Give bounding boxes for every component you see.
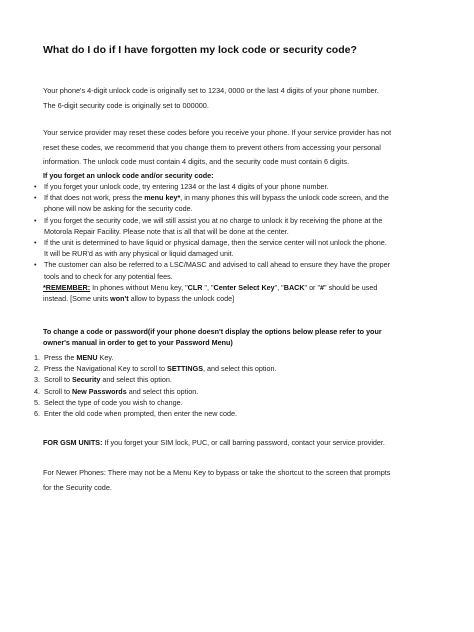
step-4-pre: Scroll to <box>44 386 72 396</box>
provider-line-3: information. The unlock code must contain 4 digits, and the security code must contain 6 digits. <box>43 157 350 166</box>
step-6-text: Enter the old code when prompted, then enter the new code. <box>44 409 237 419</box>
bullet-2-line-1 <box>44 192 464 203</box>
bullet-3-line-2: Motorola Repair Facility. Please note that is all that will be done at the center. <box>44 226 289 236</box>
list-item <box>34 363 277 374</box>
list-item <box>34 408 277 419</box>
change-heading-line-1: To change a code or password(if your phone doesn't display the options below please refer to your <box>43 327 382 336</box>
list-item <box>34 374 277 385</box>
intro-paragraph <box>43 84 443 113</box>
step-number: 1. <box>34 353 40 362</box>
step-number: 2. <box>34 364 40 374</box>
remember-pre: In phones without Menu key, " <box>90 283 188 292</box>
forgot-heading <box>43 170 453 181</box>
step-3-bold: Security <box>71 375 101 385</box>
step-number: 6. <box>34 409 40 419</box>
remember-line-2-post: allow to bypass the unlock code] <box>128 294 235 304</box>
remember-line-1 <box>43 282 453 293</box>
bullet-4-line-2: It will be RUR'd as with any physical or liquid damaged unit. <box>44 249 234 259</box>
step-4-bold: New Passwords <box>71 386 127 396</box>
step-3-post: and select this option. <box>100 375 172 385</box>
change-heading-line-2: owner's manual in order to get to your Password Menu) <box>43 338 233 348</box>
bullet-2-pre: If that does not work, press the <box>44 193 145 203</box>
step-number: 3. <box>34 375 40 385</box>
list-item <box>34 259 464 281</box>
intro-line-2: The 6-digit security code is originally set to 000000. <box>43 100 209 110</box>
step-5-text: Select the type of code you wish to change. <box>44 397 183 407</box>
remember-line-2-pre: instead. [Some units <box>43 294 111 304</box>
forgot-bullet-list <box>34 181 464 282</box>
newer-line-2: for the Security code. <box>43 482 112 492</box>
forgot-heading-text: If you forget an unlock code and/or security code: <box>43 171 214 180</box>
back-key: BACK <box>283 283 305 292</box>
list-item <box>34 352 277 363</box>
bullet-1-text: If you forget your unlock code, try entering 1234 or the last 4 digits of your phone number. <box>44 182 329 191</box>
change-code-heading <box>43 326 453 348</box>
bullet-dot: • <box>34 238 37 248</box>
gsm-line <box>43 437 453 448</box>
step-number: 5. <box>34 397 40 407</box>
step-2-pre: Press the Navigational Key to scroll to <box>44 364 168 374</box>
center-select-key: Center Select Key <box>213 283 275 292</box>
remember-label: *REMEMBER: <box>43 283 91 292</box>
list-item <box>34 192 464 214</box>
provider-line-1: Your service provider may reset these codes before you receive your phone. If your service provider has not <box>43 128 392 137</box>
bullet-4-line-1: If the unit is determined to have liquid or physical damage, then the service center will not unlock the phone. <box>44 238 387 248</box>
menu-key-bold: menu key* <box>144 193 181 203</box>
step-4-post: and select this option. <box>126 386 199 396</box>
step-number: 4. <box>34 386 40 396</box>
bullet-5-line-2: tools and to check for any potential fees. <box>44 271 173 281</box>
step-1-pre: Press the <box>44 353 77 362</box>
provider-paragraph <box>43 126 443 170</box>
remember-line-2 <box>43 293 453 304</box>
step-1-post: Key. <box>97 353 114 362</box>
list-item <box>34 386 277 397</box>
hash-key: # <box>320 283 325 292</box>
clr-key: CLR <box>187 283 203 292</box>
bullet-3-line-1: If you forget the security code, we will still assist you at no charge to unlock it by receiving the phone at the <box>44 215 383 225</box>
remember-sep-2: ", " <box>274 283 284 292</box>
wont-bold: won't <box>110 294 129 304</box>
remember-sep-1: ", " <box>202 283 214 292</box>
bullet-dot: • <box>34 193 37 203</box>
provider-line-2: reset these codes, we recommend that you change them to prevent others from accessing your personal <box>43 142 381 152</box>
remember-note <box>43 282 453 304</box>
newer-line-1: For Newer Phones: There may not be a Menu Key to bypass or take the shortcut to the screen that prompts <box>43 468 391 477</box>
gsm-text: If you forget your SIM lock, PUC, or call barring password, contact your service provider. <box>102 438 385 447</box>
bullet-dot: • <box>34 215 37 225</box>
remember-sep-3: " or " <box>304 283 321 292</box>
step-2-bold: SETTINGS <box>167 364 203 374</box>
newer-phones-paragraph <box>43 466 443 495</box>
intro-line-1: Your phone's 4-digit unlock code is originally set to 1234, 0000 or the last 4 digits of your phone number. <box>43 86 379 95</box>
step-2-post: , and select this option. <box>203 364 277 374</box>
list-item <box>34 215 464 237</box>
bullet-dot: • <box>34 182 37 191</box>
bullet-dot: • <box>34 260 37 270</box>
gsm-note <box>43 437 453 448</box>
bullet-2-post: , in many phones this will bypass the unlock code screen, and the <box>180 193 389 203</box>
step-1-bold: MENU <box>76 353 98 362</box>
page-title: What do I do if I have forgotten my lock code or security code? <box>43 44 357 56</box>
gsm-label: FOR GSM UNITS: <box>43 438 103 447</box>
list-item <box>34 237 464 259</box>
remember-post: " should be used <box>324 283 378 292</box>
list-item <box>34 397 277 408</box>
bullet-2-line-2: phone will now be asking for the security code. <box>44 204 193 214</box>
bullet-5-line-1: The customer can also be referred to a LSC/MASC and advised to call ahead to ensure they have the proper <box>44 260 390 270</box>
step-3-pre: Scroll to <box>44 375 72 385</box>
change-steps-list <box>34 352 277 419</box>
list-item <box>34 181 464 192</box>
